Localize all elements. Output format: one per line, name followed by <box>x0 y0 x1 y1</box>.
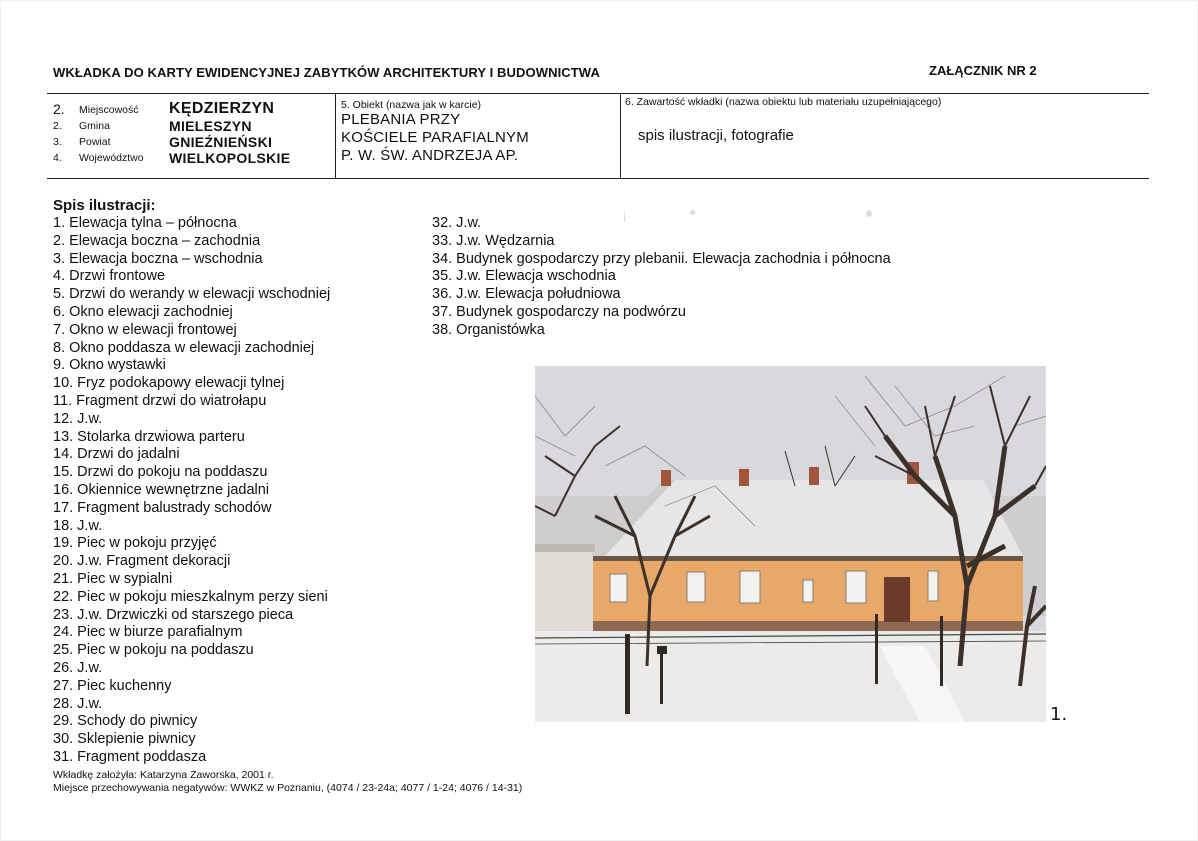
photo-chimney <box>661 470 671 486</box>
illustration-item: 37. Budynek gospodarczy na podwórzu <box>432 303 686 320</box>
illustration-item: 35. J.w. Elewacja wschodnia <box>432 268 616 285</box>
photo-window <box>610 574 627 602</box>
illustration-item: 36. J.w. Elewacja południowa <box>432 286 621 303</box>
illustrations-list-left <box>53 215 330 767</box>
illustration-item: 17. Fragment balustrady schodów <box>53 499 272 516</box>
illustrations-list-right <box>432 215 891 340</box>
table-bottom-rule <box>47 178 1149 179</box>
commune-number: 2. <box>53 120 62 132</box>
district-number: 3. <box>53 136 62 148</box>
table-top-rule <box>47 93 1149 94</box>
illustration-item: 9. Okno wystawki <box>53 357 166 374</box>
photo-number: 1. <box>1050 704 1068 725</box>
locality-label: Miejscowość <box>79 104 139 116</box>
illustration-item: 2. Elewacja boczna – zachodnia <box>53 232 261 249</box>
object-line-3: P. W. ŚW. ANDRZEJA AP. <box>341 147 519 164</box>
photo-window <box>740 571 760 603</box>
photo-gate-post <box>875 614 878 684</box>
table-divider-1 <box>335 93 336 179</box>
photo-post <box>625 634 630 714</box>
illustration-item: 33. J.w. Wędzarnia <box>432 232 555 249</box>
contents-value: spis ilustracji, fotografie <box>638 127 794 144</box>
illustration-item: 12. J.w. <box>53 410 103 427</box>
photo-side-roof <box>535 544 595 552</box>
illustration-item: 30. Sklepienie piwnicy <box>53 731 196 748</box>
annex-label: ZAŁĄCZNIK NR 2 <box>929 63 1037 78</box>
voivodeship-label: Województwo <box>79 152 144 164</box>
illustration-item: 10. Fryz podokapowy elewacji tylnej <box>53 375 285 392</box>
illustration-item: 20. J.w. Fragment dekoracji <box>53 553 231 570</box>
illustration-item: 34. Budynek gospodarczy przy plebanii. Elewacja zachodnia i północna <box>432 250 891 267</box>
locality-number: 2. <box>53 101 65 117</box>
scan-speck <box>690 210 695 215</box>
photo-eaves <box>593 556 1023 561</box>
commune-value: MIELESZYN <box>169 118 252 134</box>
photo-plinth <box>593 621 1023 631</box>
illustration-item: 7. Okno w elewacji frontowej <box>53 321 237 338</box>
object-line-1: PLEBANIA PRZY <box>341 111 461 128</box>
illustration-item: 32. J.w. <box>432 215 482 231</box>
illustration-item: 15. Drzwi do pokoju na poddaszu <box>53 464 268 481</box>
illustration-item: 22. Piec w pokoju mieszkalnym perzy sieni <box>53 588 328 605</box>
author-note: Wkładkę założyła: Katarzyna Zaworska, 2001 r. <box>53 769 274 781</box>
illustration-item: 3. Elewacja boczna – wschodnia <box>53 250 263 267</box>
illustration-item: 13. Stolarka drzwiowa parteru <box>53 428 245 445</box>
illustration-item: 25. Piec w pokoju na poddaszu <box>53 642 254 659</box>
object-line-2: KOŚCIELE PARAFIALNYM <box>341 129 529 146</box>
storage-note: Miejsce przechowywania negatywów: WWKZ w Poznaniu, (4074 / 23-24a; 4077 / 1-24; 4076 / 14-31) <box>53 782 523 794</box>
illustration-item: 26. J.w. <box>53 659 103 676</box>
photo-illustration <box>535 366 1046 722</box>
illustration-item: 38. Organistówka <box>432 321 545 338</box>
illustration-item: 5. Drzwi do werandy w elewacji wschodniej <box>53 286 331 303</box>
scan-speck <box>866 210 872 217</box>
commune-label: Gmina <box>79 120 110 132</box>
photo-window <box>803 580 813 602</box>
illustration-item: 23. J.w. Drzwiczki od starszego pieca <box>53 606 294 623</box>
illustration-item: 4. Drzwi frontowe <box>53 268 166 285</box>
presbytery-photo <box>535 366 1046 722</box>
illustration-item: 31. Fragment poddasza <box>53 748 207 765</box>
illustration-item: 8. Okno poddasza w elewacji zachodniej <box>53 339 315 356</box>
illustration-item: 24. Piec w biurze parafialnym <box>53 624 243 641</box>
photo-window <box>846 571 866 603</box>
locality-value: KĘDZIERZYN <box>169 100 275 117</box>
district-label: Powiat <box>79 136 111 148</box>
illustrations-heading: Spis ilustracji: <box>53 197 156 214</box>
illustration-item: 18. J.w. <box>53 517 103 534</box>
object-label: 5. Obiekt (nazwa jak w karcie) <box>341 99 482 111</box>
photo-snow <box>535 631 1046 722</box>
illustration-item: 14. Drzwi do jadalni <box>53 446 180 463</box>
voivodeship-number: 4. <box>53 152 62 164</box>
voivodeship-value: WIELKOPOLSKIE <box>169 150 291 166</box>
illustration-item: 1. Elewacja tylna – północna <box>53 215 237 231</box>
photo-side-building <box>535 549 595 629</box>
illustration-item: 19. Piec w pokoju przyjęć <box>53 535 217 552</box>
photo-chimney <box>809 467 819 485</box>
illustration-item: 21. Piec w sypialni <box>53 570 173 587</box>
illustration-item: 28. J.w. <box>53 695 103 712</box>
photo-door <box>884 577 910 622</box>
district-value: GNIEŹNIEŃSKI <box>169 134 273 150</box>
photo-window <box>928 571 938 601</box>
photo-window <box>687 572 705 602</box>
illustration-item: 11. Fragment drzwi do wiatrołapu <box>53 392 267 409</box>
illustration-item: 27. Piec kuchenny <box>53 677 172 694</box>
illustration-item: 16. Okiennice wewnętrzne jadalni <box>53 481 270 498</box>
photo-gate-post <box>940 616 943 686</box>
table-divider-2 <box>620 93 621 179</box>
photo-lamp <box>657 646 667 654</box>
scan-speck <box>624 212 625 222</box>
document-title: WKŁADKA DO KARTY EWIDENCYJNEJ ZABYTKÓW ARCHITEKTURY I BUDOWNICTWA <box>53 65 600 80</box>
photo-lamp-post <box>660 654 663 704</box>
photo-chimney <box>739 469 749 486</box>
illustration-item: 6. Okno elewacji zachodniej <box>53 303 233 320</box>
illustration-item: 29. Schody do piwnicy <box>53 713 198 730</box>
contents-label: 6. Zawartość wkładki (nazwa obiektu lub materiału uzupełniającego) <box>625 96 942 108</box>
